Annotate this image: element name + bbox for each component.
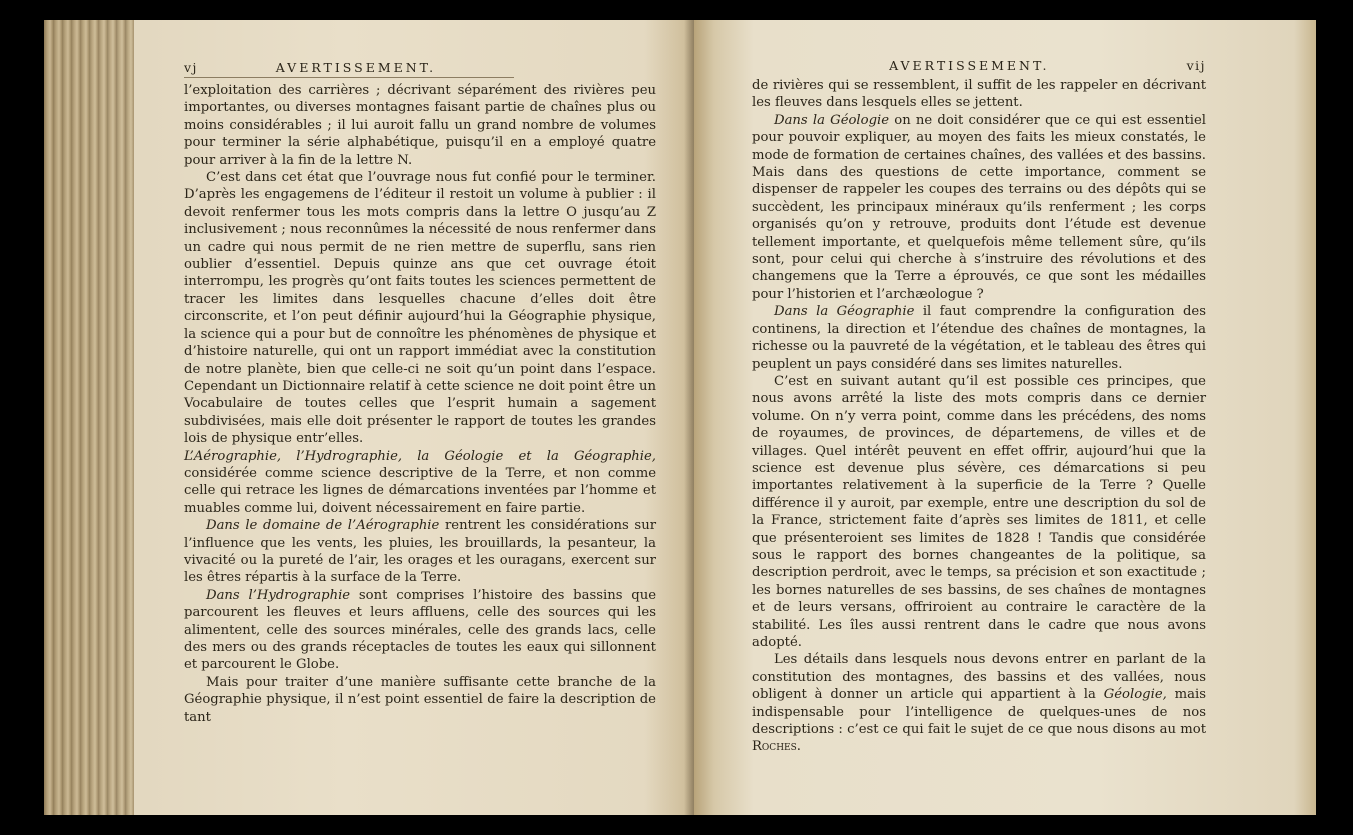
- running-head-title: AVERTISSEMENT.: [889, 58, 1050, 73]
- italic-lead: Dans la Géologie: [774, 112, 890, 128]
- paragraph: [184, 587, 656, 674]
- running-head: [184, 60, 514, 78]
- body-text: [752, 77, 1206, 756]
- paragraph-text: rentrent les considérations sur l’influence que les vents, les pluies, les brouillards, la pesanteur, la vivacité ou la pureté de l’air, les orages et les ouragans, exercent sur les êtres répartis à la surface de la Terre.: [184, 518, 656, 586]
- running-head-title: AVERTISSEMENT.: [275, 60, 437, 75]
- paragraph: [752, 303, 1206, 373]
- paragraph-text: il faut comprendre la configuration des continens, la direction et l’étendue des chaînes de montagnes, la richesse ou la pauvreté de la végétation, et le tableau des êtres qui peuplent un pays considéré dans ses limites naturelles.: [752, 304, 1206, 372]
- running-head: [752, 58, 1206, 73]
- paragraph: de rivières qui se ressemblent, il suffit de les rappeler en décrivant les fleuves dans lesquels elles se jettent.: [752, 78, 1206, 111]
- paragraph: [184, 448, 656, 518]
- paragraph: C’est dans cet état que l’ouvrage nous fut confié pour le terminer. D’après les engagemens de l’éditeur il restoit un volume à publier : il devoit renfermer tous les mots compris dans la lettre O jusqu’au Z inclusivement ; nous reconnûmes la nécessité de nous renfermer dans un cadre qui nous permit de ne rien mettre de superflu, sans rien oublier d’essentiel. Depuis quinze ans que cet ouvrage étoit interrompu, les progrès qu’ont faits toutes les sciences permettent de tracer les limites dans lesquelles chacune d’elles doit être circonscrite, et l’on peut définir aujourd’hui la Géographie physique, la science qui a pour but de connoître les phénomènes de physique et d’histoire naturelle, qui ont un rapport immédiat avec la constitution de notre planète, bien que celle-ci ne soit qu’un point dans l’espace. Cependant un Dictionnaire relatif à cette science ne doit point être un Vocabulaire de toutes celles que l’esprit humain a sagement subdivisées, mais elle doit présenter le rapport de toutes les grandes lois de physique entr’elles.: [184, 170, 656, 447]
- paragraph-text: Les détails dans lesquels nous devons entrer en parlant de la constitution des montagnes, des bassins et des vallées, nous obligent à donner un article qui appartient à la: [752, 652, 1206, 703]
- page-edges: [44, 20, 134, 815]
- page-number: vj: [184, 60, 198, 75]
- paragraph-text: mais indispensable pour l’intelligence de quelques-unes de nos descriptions : c’est ce qui fait le sujet de ce que nous disons au mot: [752, 687, 1206, 738]
- page-number: vij: [1186, 58, 1206, 73]
- paragraph: C’est en suivant autant qu’il est possible ces principes, que nous avons arrêté la liste des mots compris dans ce dernier volume. On n’y verra point, comme dans les précédens, des noms de royaumes, de provinces, de départemens, de villes et de villages. Quel intérêt peuvent en effet offrir, aujourd’hui que la science est devenue plus sévère, ces démarcations si peu importantes relativement à la superficie de la Terre ? Quelle différence il y auroit, par exemple, entre une description du sol de la France, strictement faite d’après ses limites de 1811, et celle que présenteroient ses limites de 1828 ! Tandis que considérée sous le rapport des bornes changeantes de la politique, sa description perdroit, avec le temps, sa précision et son exactitude ; les bornes naturelles de ses bassins, de ses chaînes de montagnes et de leurs versans, offriroient au contraire le caractère de la stabilité. Les îles aussi rentrent dans le cadre que nous avons adopté.: [752, 373, 1206, 650]
- left-page: [44, 20, 694, 815]
- paragraph-text: considérée comme science descriptive de la Terre, et non comme celle qui retrace les lignes de démarcations inventées par l’homme et muables comme lui, doivent nécessairement en faire partie.: [184, 465, 656, 516]
- italic-lead: Dans la Géographie: [774, 304, 915, 320]
- paragraph-text: sont comprises l’histoire des bassins que parcourent les fleuves et leurs affluens, celle des sources qui les alimentent, celle des sources minérales, celle des grands lacs, celle des mers ou des grands réceptacles de toutes les eaux qui sillonnent et parcourent le Globe.: [184, 587, 657, 673]
- paragraph: Mais pour traiter d’une manière suffisante cette branche de la Géographie physique, il n’est point essentiel de faire la description de tant: [184, 674, 656, 725]
- paragraph: [752, 112, 1206, 303]
- italic-lead: L’Aérographie, l’Hydrographie, la Géologie et la Géographie,: [184, 448, 656, 464]
- italic-lead: Dans le domaine de l’Aérographie: [206, 518, 440, 534]
- paragraph: l’exploitation des carrières ; décrivant séparément des rivières peu importantes, ou diverses montagnes faisant partie de chaînes plus ou moins considérables ; il lui auroit fallu un grand nombre de volumes pour terminer la série alphabétique, puisqu’il en a employé quatre pour arriver à la fin de la lettre N.: [184, 83, 656, 168]
- right-page: [694, 20, 1316, 815]
- paragraph: [752, 651, 1206, 755]
- body-text: [184, 82, 656, 726]
- italic-lead: Dans l’Hydrographie: [206, 587, 351, 603]
- book-spread: [44, 20, 1316, 815]
- small-caps-term: Roches.: [752, 739, 801, 755]
- paragraph-text: on ne doit considérer que ce qui est essentiel pour pouvoir expliquer, au moyen des faits les mieux constatés, le mode de formation de certaines chaînes, des vallées et des bassins. Mais dans des questions de cette importance, comment se dispenser de rappeler les coupes des terrains ou des dépôts qui se succèdent, les principaux minéraux qu’ils renferment ; les corps organisés qu’on y retrouve, produits dont l’étude est devenue tellement importante, et quelquefois même tellement sûre, qu’ils sont, pour celui qui cherche à s’instruire des révolutions et des changemens que la Terre a éprouvés, ce que sont les médailles pour l’historien et l’archæologue ?: [752, 112, 1206, 302]
- paragraph: [184, 517, 656, 587]
- italic-term: Géologie,: [1103, 687, 1167, 703]
